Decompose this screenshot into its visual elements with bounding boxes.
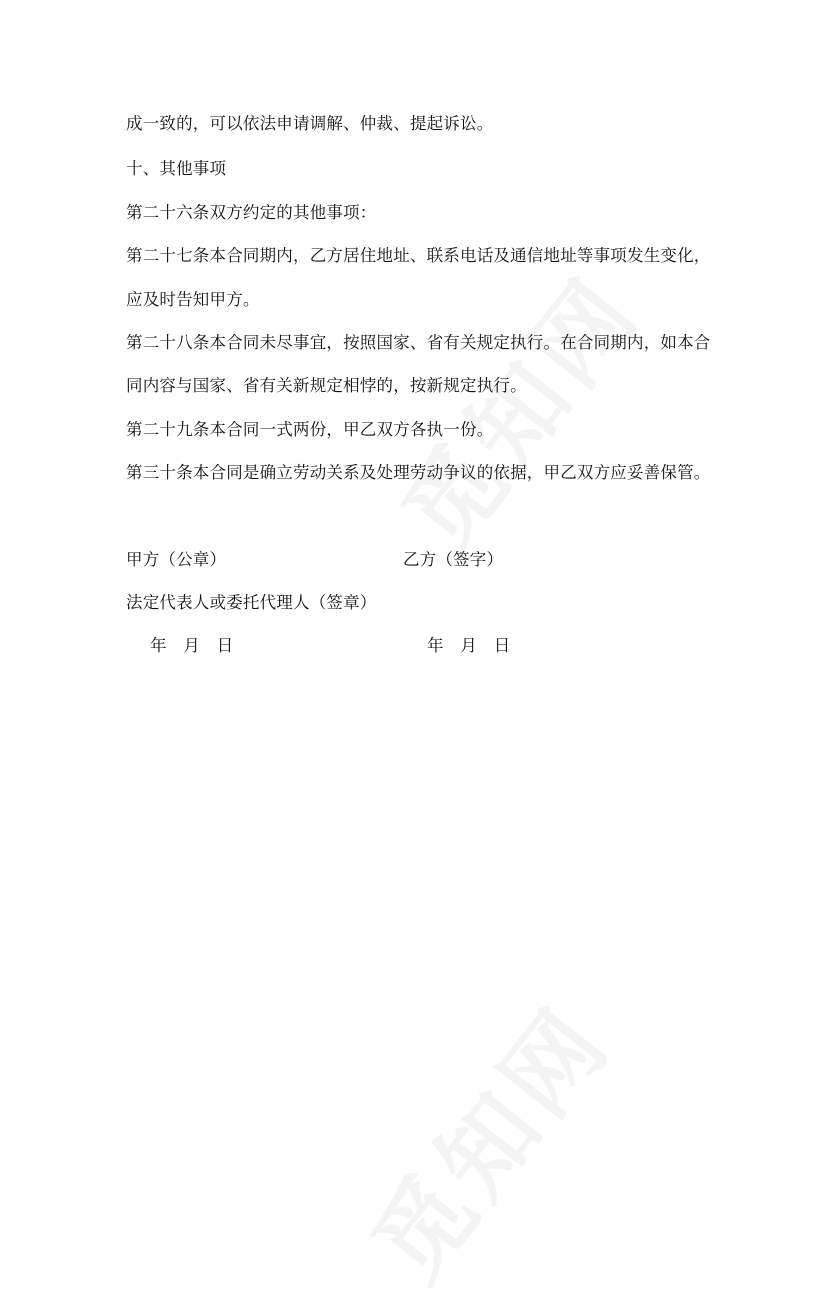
representative-signature-label: 法定代表人或委托代理人（签章） bbox=[126, 593, 377, 612]
party-b-signature-label: 乙方（签字） bbox=[403, 550, 504, 569]
watermark bbox=[336, 973, 636, 1303]
paragraph-line: 第二十七条本合同期内，乙方居住地址、联系电话及通信地址等事项发生变化， bbox=[126, 246, 711, 265]
party-a-seal-label: 甲方（公章） bbox=[126, 550, 227, 569]
paragraph-line: 第二十九条本合同一式两份，甲乙双方各执一份。 bbox=[126, 420, 494, 439]
watermark bbox=[366, 243, 666, 573]
section-heading: 十、其他事项 bbox=[126, 159, 227, 178]
party-a-date: 年 月 日 bbox=[150, 636, 234, 655]
paragraph-line: 同内容与国家、省有关新规定相悖的，按新规定执行。 bbox=[126, 376, 527, 395]
paragraph-line: 第三十条本合同是确立劳动关系及处理劳动争议的依据，甲乙双方应妥善保管。 bbox=[126, 463, 711, 482]
party-b-date: 年 月 日 bbox=[427, 636, 511, 655]
paragraph-line: 第二十六条双方约定的其他事项： bbox=[126, 203, 377, 222]
paragraph-line: 成一致的，可以依法申请调解、仲裁、提起诉讼。 bbox=[126, 114, 494, 133]
paragraph-line: 第二十八条本合同未尽事宜，按照国家、省有关规定执行。在合同期内，如本合 bbox=[126, 333, 711, 352]
paragraph-line: 应及时告知甲方。 bbox=[126, 290, 260, 309]
